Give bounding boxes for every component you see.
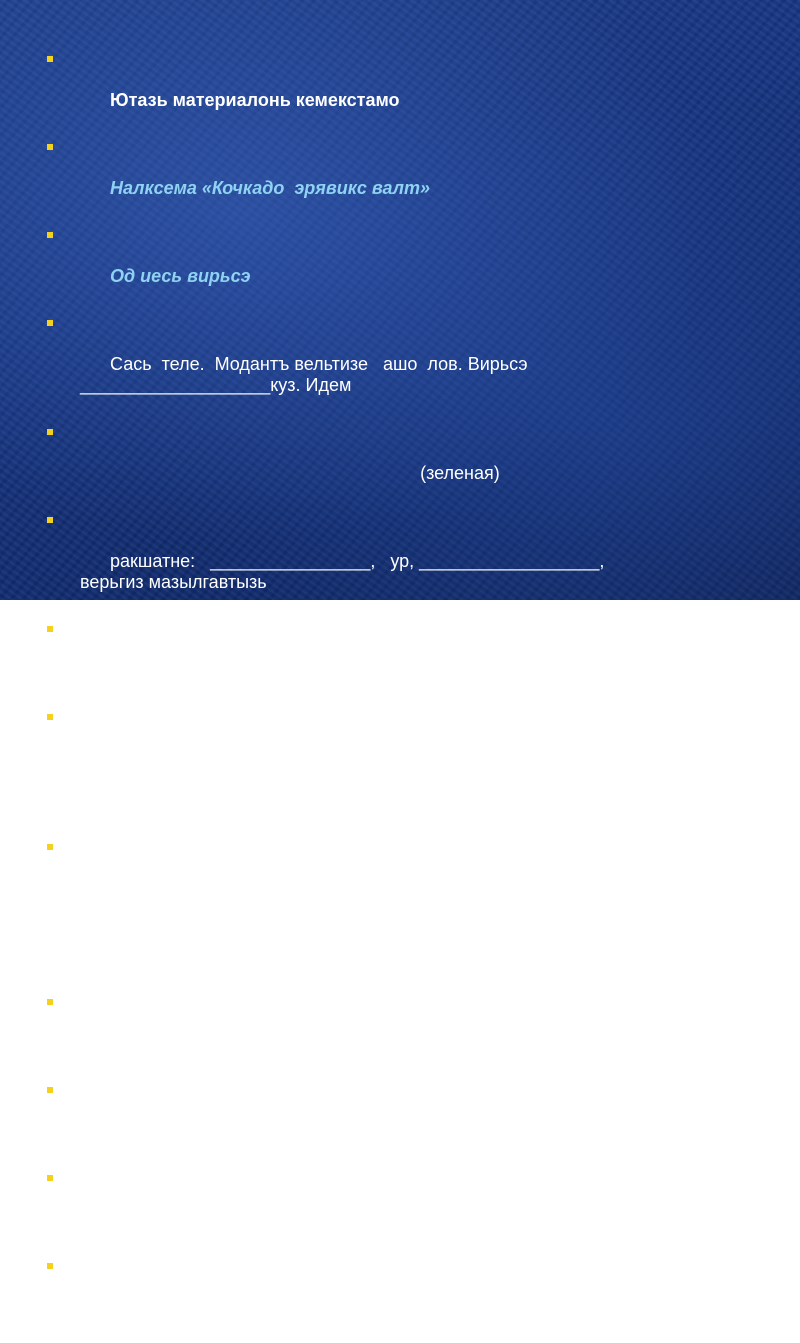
square-bullet-icon bbox=[47, 429, 53, 435]
list-item bbox=[44, 991, 784, 1075]
list-item bbox=[44, 48, 784, 132]
square-bullet-icon bbox=[47, 144, 53, 150]
list-item bbox=[44, 224, 784, 308]
list-item-continuation bbox=[44, 924, 784, 987]
list-item-text: (пишет) bbox=[110, 1121, 279, 1141]
heading-text: Ютазь материалонь кемекстамо bbox=[110, 90, 400, 110]
square-bullet-icon bbox=[47, 626, 53, 632]
square-bullet-icon bbox=[47, 232, 53, 238]
subheading-text: Налксема «Кочкадо эрявикс валт» bbox=[110, 178, 430, 198]
list-item-text: (зеленая) bbox=[110, 463, 500, 483]
square-bullet-icon bbox=[47, 1175, 53, 1181]
list-item-text: кузонть, ды учить Од иенть. Сась Якшаматя ды Ловняськe. Верьгизэсь _________ моро. Урось кишти чувто лангсо. Ривезесь ____________ __ евкс. (поёт) bbox=[80, 748, 607, 810]
square-bullet-icon bbox=[47, 1263, 53, 1269]
list-item bbox=[44, 1255, 784, 1339]
list-item bbox=[44, 618, 784, 702]
list-item-text: (Дед Мороз) bbox=[110, 1297, 233, 1317]
list-item bbox=[44, 136, 784, 220]
square-bullet-icon bbox=[47, 517, 53, 523]
list-item-text: (читает) bbox=[110, 945, 178, 965]
list-item bbox=[44, 706, 784, 832]
square-bullet-icon bbox=[47, 844, 53, 850]
list-item-text: Сась теле. Модантъ вельтизе ашо лов. Вирьсэ ___________________куз. Идем bbox=[80, 354, 528, 395]
list-item bbox=[44, 509, 784, 614]
list-item bbox=[44, 1079, 784, 1163]
list-item bbox=[44, 421, 784, 505]
square-bullet-icon bbox=[47, 714, 53, 720]
list-item bbox=[44, 312, 784, 417]
list-item-text: Нумолось ________________ лов лангс шумбрачинь поздоровт. bbox=[110, 1033, 662, 1053]
bullet-list bbox=[44, 48, 784, 1343]
list-item-text: ракшатне: ________________, ур, __________________, верьгиз мазылгавтызь bbox=[80, 551, 605, 592]
square-bullet-icon bbox=[47, 1087, 53, 1093]
square-bullet-icon bbox=[47, 56, 53, 62]
list-item bbox=[44, 1167, 784, 1251]
list-item-text: (заяц) (лиса) bbox=[110, 660, 452, 680]
square-bullet-icon bbox=[47, 999, 53, 1005]
list-item bbox=[44, 836, 784, 920]
list-item-text: _________________весенень максы казнеть. bbox=[110, 1209, 489, 1229]
square-bullet-icon bbox=[47, 320, 53, 326]
story-title: Од иесь вирьсэ bbox=[110, 266, 251, 286]
